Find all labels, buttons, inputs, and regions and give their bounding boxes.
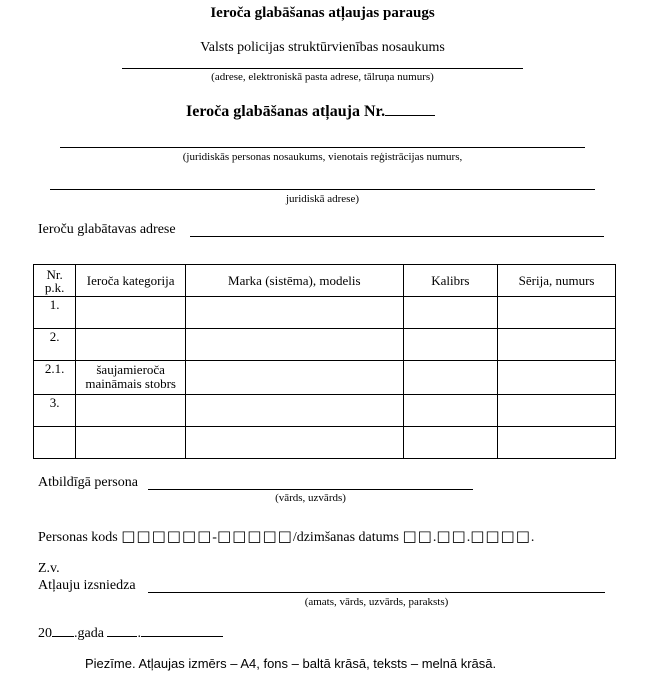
row-number: 2. [34, 329, 76, 361]
police-unit-note: (adrese, elektroniskā pasta adrese, tālruņa numurs) [211, 71, 434, 83]
birth-dot-3: . [530, 530, 535, 545]
issuer-label: Atļauju izsniedza [38, 578, 136, 593]
row-serial[interactable] [498, 427, 616, 459]
date-month-field[interactable] [141, 624, 223, 637]
row-brand-model[interactable] [186, 361, 403, 395]
footnote: Piezīme. Atļaujas izmērs – A4, fons – baltā krāsā, teksts – melnā krāsā. [85, 656, 497, 671]
row-caliber[interactable] [403, 427, 498, 459]
personal-code-row [38, 527, 534, 546]
header-nr: Nr. p.k. [34, 265, 76, 297]
row-category[interactable] [76, 395, 186, 427]
storage-address-line[interactable] [190, 236, 604, 237]
table-header-row [34, 265, 616, 297]
storage-address-label: Ieroču glabātavas adrese [38, 222, 176, 237]
legal-person-line[interactable] [60, 147, 585, 148]
row-brand-model[interactable] [186, 297, 403, 329]
legal-address-note: juridiskā adrese) [286, 193, 359, 205]
row-caliber[interactable] [403, 297, 498, 329]
responsible-note: (vārds, uzvārds) [275, 492, 346, 504]
row-number: 2.1. [34, 361, 76, 395]
row-brand-model[interactable] [186, 329, 403, 361]
weapons-table [33, 264, 616, 459]
date-gada-label: .gada [74, 626, 104, 641]
header-brand-model: Marka (sistēma), modelis [186, 265, 403, 297]
row-category[interactable] [76, 297, 186, 329]
row-number [34, 427, 76, 459]
permit-number-field[interactable] [385, 103, 435, 116]
row-brand-model[interactable] [186, 395, 403, 427]
birth-dot-2: . [466, 530, 471, 545]
permit-heading [186, 103, 435, 121]
birth-dot-1: . [432, 530, 437, 545]
table-row [34, 361, 616, 395]
date-dot: . [137, 626, 141, 641]
issuer-line[interactable] [148, 592, 605, 593]
row-caliber[interactable] [403, 361, 498, 395]
personal-code-label: Personas kods [38, 530, 118, 545]
date-year-field[interactable] [52, 624, 74, 637]
date-row [38, 624, 223, 642]
header-serial: Sērija, numurs [498, 265, 616, 297]
table-row [34, 427, 616, 459]
table-row [34, 395, 616, 427]
table-row [34, 297, 616, 329]
row-brand-model[interactable] [186, 427, 403, 459]
birth-date-label: /dzimšanas datums [292, 530, 399, 545]
legal-person-note: (juridiskās personas nosaukums, vienotais reģistrācijas numurs, [182, 151, 463, 163]
row-category[interactable] [76, 427, 186, 459]
table-row [34, 329, 616, 361]
row-category[interactable] [76, 329, 186, 361]
row-serial[interactable] [498, 297, 616, 329]
row-number: 3. [34, 395, 76, 427]
police-unit-name: Valsts policijas struktūrvienības nosaukums [200, 40, 445, 55]
birth-day-boxes[interactable]: □□ [402, 527, 433, 545]
personal-code-dash: - [212, 530, 217, 545]
responsible-line[interactable] [148, 489, 473, 490]
row-caliber[interactable] [403, 395, 498, 427]
personal-code-boxes-first[interactable]: □□□□□□ [121, 527, 213, 545]
date-day-field[interactable] [107, 624, 137, 637]
legal-address-line[interactable] [50, 189, 595, 190]
date-year-prefix: 20 [38, 626, 52, 641]
birth-month-boxes[interactable]: □□ [436, 527, 467, 545]
personal-code-boxes-second[interactable]: □□□□□ [216, 527, 293, 545]
police-unit-line[interactable] [122, 68, 523, 69]
row-serial[interactable] [498, 395, 616, 427]
header-caliber: Kalibrs [403, 265, 498, 297]
row-serial[interactable] [498, 361, 616, 395]
birth-year-boxes[interactable]: □□□□ [470, 527, 531, 545]
permit-heading-text: Ieroča glabāšanas atļauja Nr. [186, 103, 386, 120]
row-category[interactable]: šaujamieroča maināmais stobrs [76, 361, 186, 395]
document-title: Ieroča glabāšanas atļaujas paraugs [210, 5, 435, 21]
row-caliber[interactable] [403, 329, 498, 361]
row-serial[interactable] [498, 329, 616, 361]
header-category: Ieroča kategorija [76, 265, 186, 297]
issuer-note: (amats, vārds, uzvārds, paraksts) [304, 596, 449, 608]
seal-place-label: Z.v. [38, 561, 60, 576]
responsible-label: Atbildīgā persona [38, 475, 138, 490]
row-number: 1. [34, 297, 76, 329]
